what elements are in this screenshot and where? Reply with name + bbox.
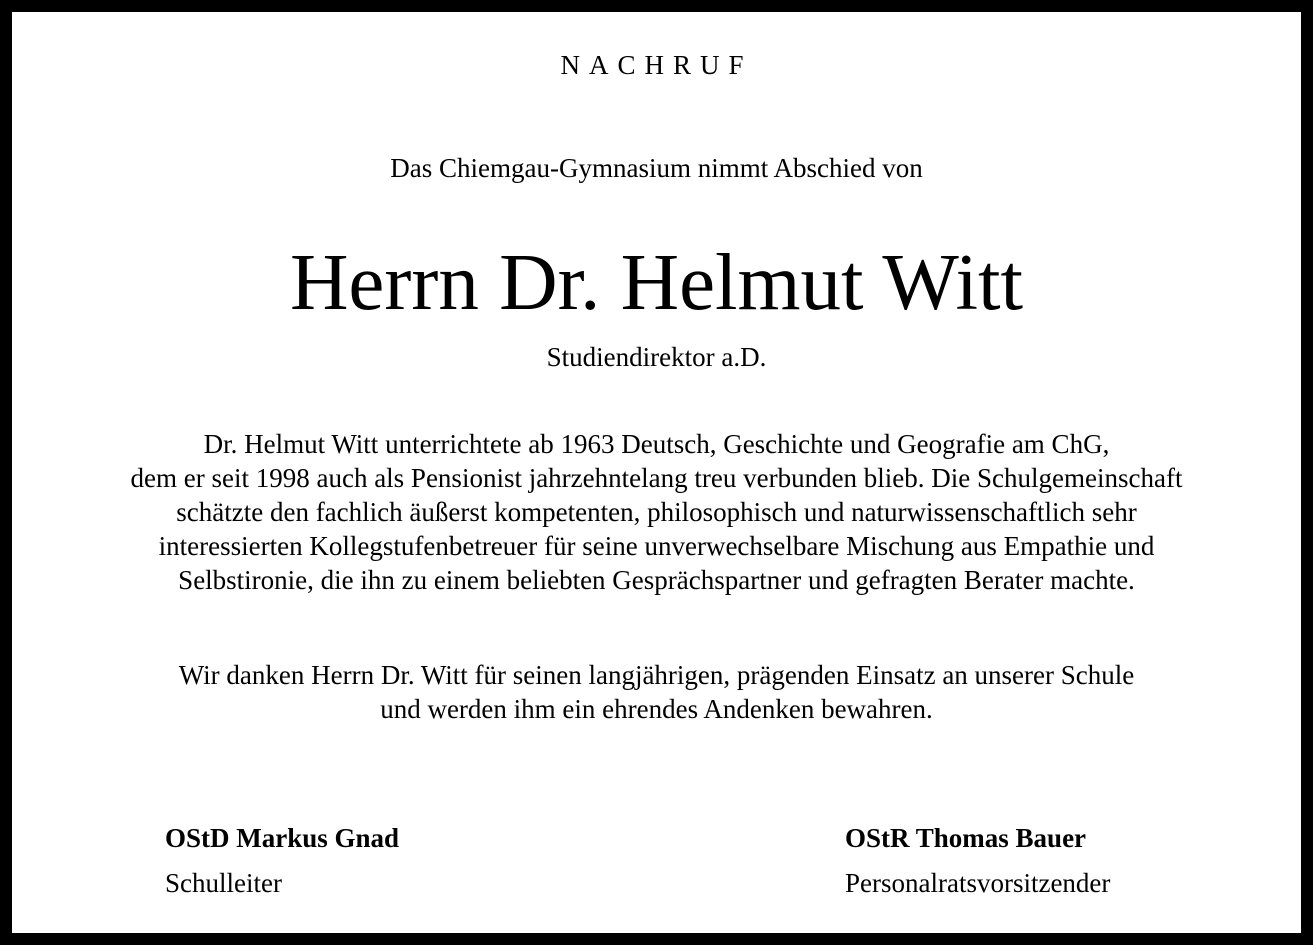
notice-heading: NACHRUF <box>560 50 753 80</box>
signatory-role: Personalratsvorsitzender <box>845 868 1111 899</box>
tribute-line: schätzte den fachlich äußerst kompetenten, philosophisch und naturwissenschaftlich sehr <box>176 497 1137 527</box>
thanks-line: Wir danken Herrn Dr. Witt für seinen langjährigen, prägenden Einsatz an unserer Schule <box>178 660 1135 690</box>
tribute-line: Dr. Helmut Witt unterrichtete ab 1963 Deutsch, Geschichte und Geografie am ChG, <box>203 429 1110 459</box>
signatory-name: OStR Thomas Bauer <box>845 823 1087 853</box>
tribute-line: interessierten Kollegstufenbetreuer für seine unverwechselbare Mischung aus Empathie und <box>158 531 1155 561</box>
thanks-paragraph <box>12 658 1301 726</box>
intro-line: Das Chiemgau-Gymnasium nimmt Abschied von <box>390 153 923 183</box>
signatory-name: OStD Markus Gnad <box>165 823 400 853</box>
thanks-line: und werden ihm ein ehrendes Andenken bewahren. <box>380 694 933 724</box>
deceased-name: Herrn Dr. Helmut Witt <box>289 237 1024 327</box>
tribute-line: dem er seit 1998 auch als Pensionist jahrzehntelang treu verbunden blieb. Die Schulgemeinschaft <box>130 463 1183 493</box>
tribute-paragraph <box>12 427 1301 597</box>
signatory-role: Schulleiter <box>165 868 282 899</box>
tribute-line: Selbstironie, die ihn zu einem beliebten Gesprächspartner und gefragten Berater machte. <box>178 565 1135 595</box>
signature-block-staff-council <box>845 822 1110 900</box>
signature-block-principal <box>165 822 399 900</box>
deceased-title: Studiendirektor a.D. <box>546 342 767 372</box>
